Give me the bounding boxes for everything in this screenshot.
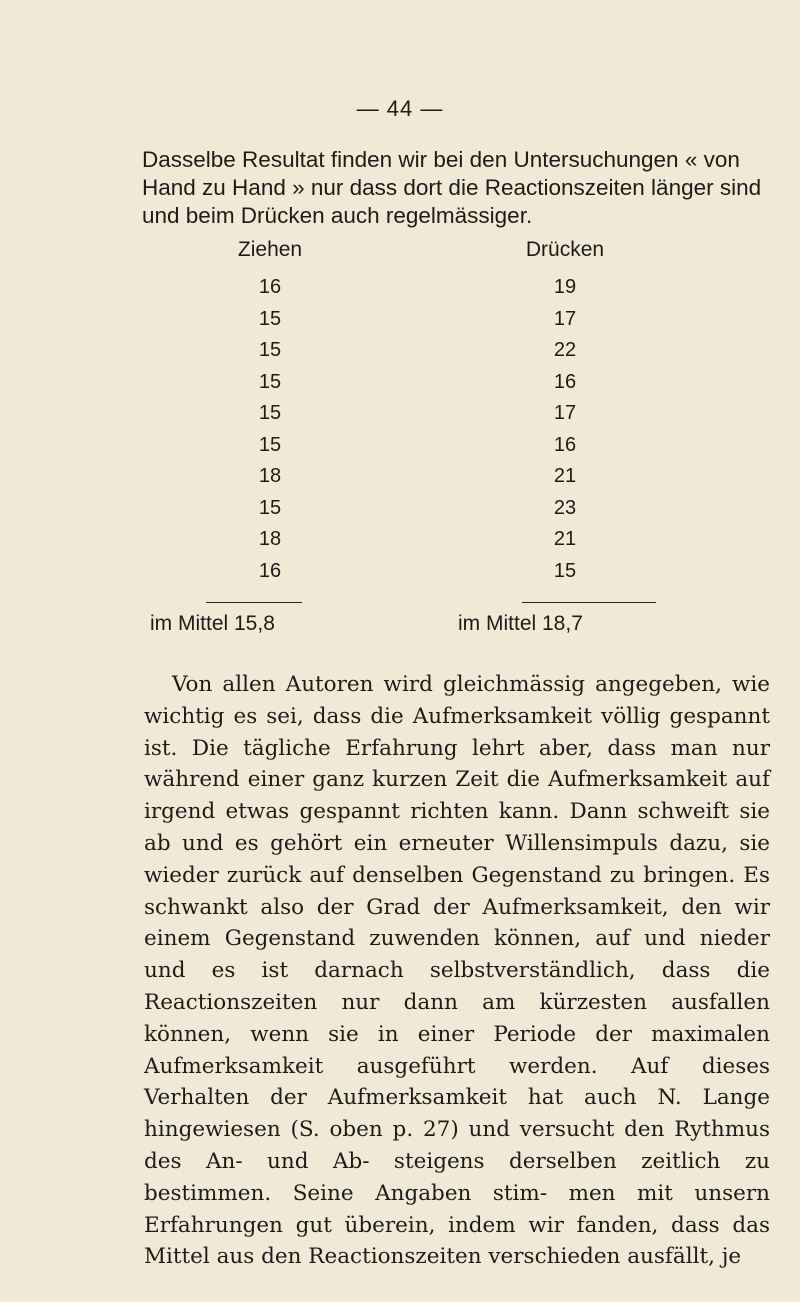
page-number: — 44 — — [356, 96, 444, 121]
ziehen-value: 16 — [258, 559, 282, 582]
ziehen-value: 15 — [258, 496, 282, 519]
body-paragraph — [144, 669, 770, 1273]
ziehen-value: 18 — [258, 465, 282, 487]
ziehen-sum-rule — [206, 602, 302, 603]
ziehen-value: 15 — [258, 433, 282, 456]
druecken-mean: im Mittel 18,7 — [458, 612, 583, 635]
druecken-value: 21 — [553, 465, 577, 487]
body-paragraph-text: Von allen Autoren wird gleichmässig angegeben, wie wichtig es sei, dass die Aufmerksamkeit völlig gespannt ist. Die tägliche Erfahrung lehrt aber, dass man nur während einer ganz kurzen Zeit die Aufmerksamkeit auf irgend etwas gespannt richten kann. Dann schweift sie ab und es gehört ein erneuter Willensimpuls dazu, sie wieder zurück auf denselben Gegenstand zu bringen. Es schwankt also der Grad der Aufmerksamkeit, den wir einem Gegenstand zuwenden können, auf und nieder und es ist darnach selbstverständlich, dass die Reactionszeiten nur dann am kürzesten ausfallen können, wenn sie in einer Periode der maximalen Aufmerksamkeit ausgeführt werden. Auf dieses Verhalten der Aufmerksamkeit hat auch N. Lange hingewiesen (S. oben p. 27) und versucht den Rythmus des An- und Ab- steigens derselben zeitlich zu bestimmen. Seine Angaben stim- men mit unsern Erfahrungen gut überein, indem wir fanden, dass das Mittel aus den Reactionszeiten verschieden ausfällt, je — [144, 672, 770, 1270]
ziehen-header: Ziehen — [237, 238, 303, 261]
ziehen-value: 15 — [258, 339, 282, 361]
druecken-value: 16 — [553, 433, 577, 456]
druecken-header: Drücken — [525, 238, 605, 261]
druecken-value: 23 — [553, 496, 577, 519]
druecken-value: 15 — [553, 559, 577, 582]
ziehen-value: 15 — [258, 402, 282, 424]
ziehen-column — [200, 228, 340, 587]
ziehen-value: 15 — [258, 370, 282, 393]
druecken-value: 21 — [553, 528, 577, 550]
druecken-value: 16 — [553, 370, 577, 393]
ziehen-value: 15 — [258, 307, 282, 330]
ziehen-value: 18 — [258, 528, 282, 550]
ziehen-mean: im Mittel 15,8 — [150, 612, 275, 635]
ziehen-value: 16 — [258, 276, 282, 298]
druecken-value: 17 — [553, 402, 577, 424]
druecken-column — [470, 228, 660, 587]
druecken-value: 17 — [553, 307, 577, 330]
druecken-value: 22 — [553, 339, 577, 361]
druecken-value: 19 — [553, 276, 577, 298]
intro-paragraph: Dasselbe Resultat finden wir bei den Untersuchungen « von Hand zu Hand » nur dass dort die Reactionszeiten länger sind und beim Drücken auch regelmässiger. — [142, 147, 762, 228]
druecken-sum-rule — [522, 602, 656, 603]
